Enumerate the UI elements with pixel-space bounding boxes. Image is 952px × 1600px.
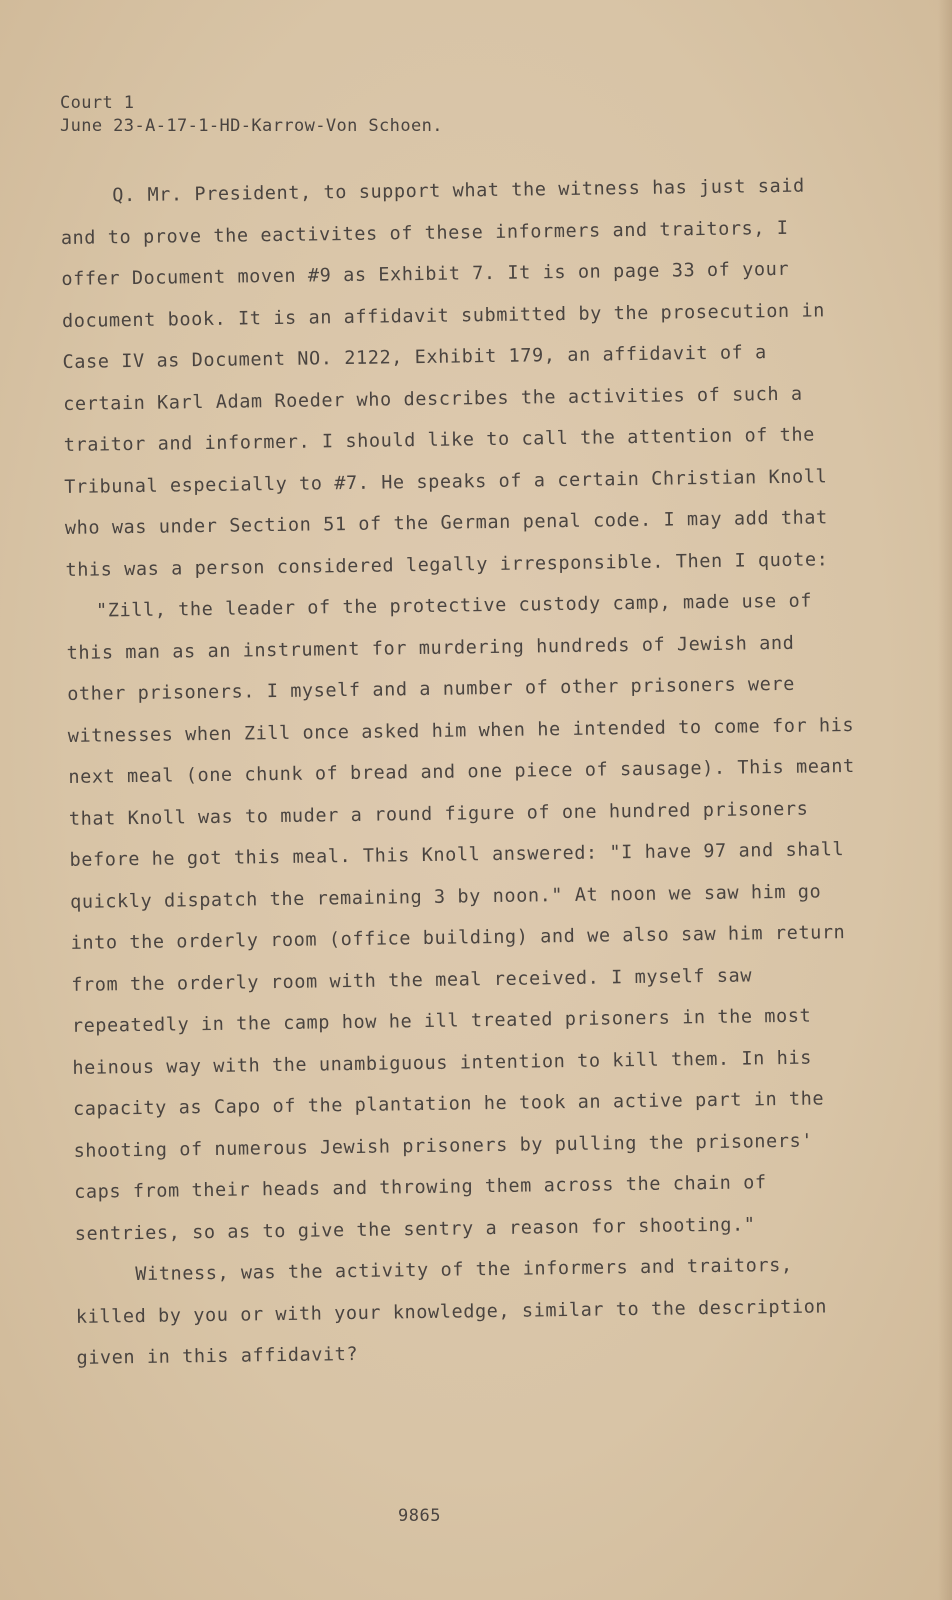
paragraph-quote: "Zill, the leader of the protective custody camp, made use of this man as an instrument for murdering hundreds of Jewish and other prisoners. I myself and a number of other prisoners were witnesses when Zill once asked him when he intended to come for his next meal (one chunk of bread and one piece of sausage). This meant that Knoll was to muder a round figure of one hundred prisoners before he got this meal. This Knoll answered: "I have 97 and shall quickly dispatch the remaining 3 by noon." At noon we saw him go into the orderly room (office building) and we also saw him return from the orderly room with the meal received. I myself saw repeatedly in the camp how he ill treated prisoners in the most heinous way with the unambiguous intention to kill them. In his capacity as Capo of the plantation he took an active part in the shooting of numerous Jewish prisoners by pulling the prisoners' caps from their heads and throwing them across the chain of sentries, so as to give the sentry a reason for shooting." xyxy=(66,590,855,1245)
page-number: 9865 xyxy=(398,1506,441,1526)
document-header xyxy=(60,92,443,138)
page-edge-shadow xyxy=(938,0,952,1600)
header-reference: June 23-A-17-1-HD-Karrow-Von Schoen. xyxy=(60,116,443,136)
paragraph-witness-question: Witness, was the activity of the informers and traitors, killed by you or with your knowledge, similar to the description given in this affidavit? xyxy=(75,1254,828,1369)
header-court: Court 1 xyxy=(60,93,135,113)
transcript-body xyxy=(60,165,867,1379)
paragraph-question: Q. Mr. President, to support what the witness has just said and to prove the eactivites of these informers and traitors, I offer Document moven #9 as Exhibit 7. It is on page 33 of your document book. It is an affidavit submitted by the prosecution in Case IV as Document NO. 2122, Exhibit 179, an affidavit of a certain Karl Adam Roeder who describes the activities of such a traitor and informer. I should like to call the attention of the Tribunal especially to #7. He speaks of a certain Christian Knoll who was under Section 51 of the German penal code. I may add that this was a person considered legally irresponsible. Then I quote: xyxy=(60,175,829,581)
